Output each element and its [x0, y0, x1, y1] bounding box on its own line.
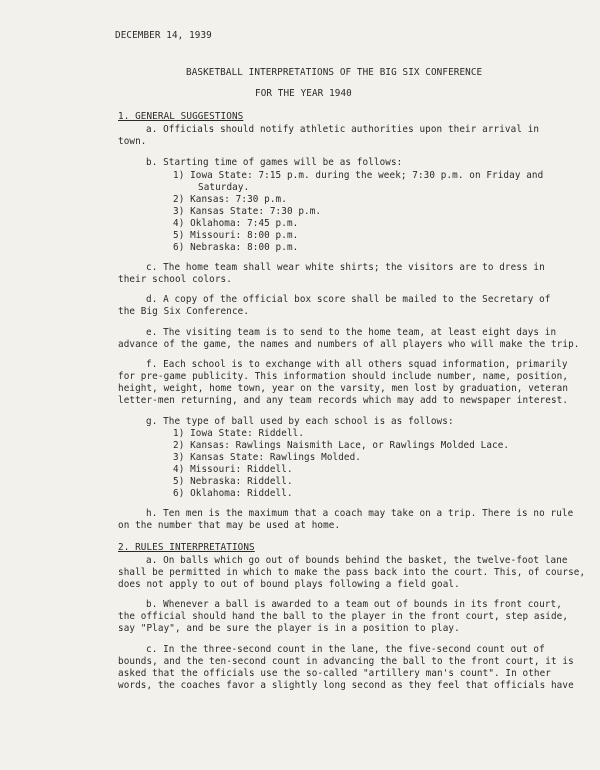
paragraph-1d-line-1: d. A copy of the official box score shall be mailed to the Secretary of [146, 294, 551, 305]
start-time-item: 6) Nebraska: 8:00 p.m. [173, 242, 299, 253]
start-time-item: 5) Missouri: 8:00 p.m. [173, 230, 299, 241]
paragraph-1f-line-3: height, weight, home town, year on the varsity, men lost by graduation, veteran [118, 383, 569, 394]
paragraph-2b-line-3: say "Play", and be sure the player is in a position to play. [118, 623, 460, 634]
paragraph-1b-intro: b. Starting time of games will be as follows: [146, 157, 403, 168]
paragraph-1a-line-1: a. Officials should notify athletic authorities upon their arrival in [146, 124, 540, 135]
paragraph-1h-line-2: on the number that may be used at home. [118, 520, 341, 531]
paragraph-1e-line-2: advance of the game, the names and numbers of all players who will make the trip. [118, 339, 580, 350]
paragraph-2c-line-3: asked that the officials use the so-called "artillery man's count". In other [118, 668, 551, 679]
paragraph-1f-line-4: letter-men returning, and any team records which may add to newspaper interest. [118, 395, 569, 406]
paragraph-2a-line-3: does not apply to out of bound plays following a field goal. [118, 579, 460, 590]
start-time-item: 3) Kansas State: 7:30 p.m. [173, 206, 322, 217]
paragraph-1c-line-1: c. The home team shall wear white shirts; the visitors are to dress in [146, 262, 545, 273]
ball-type-item: 5) Nebraska: Riddell. [173, 476, 293, 487]
section-1-heading: 1. GENERAL SUGGESTIONS [118, 111, 244, 122]
paragraph-2a-line-2: shall be permitted in which to make the pass back into the court. This, of course, [118, 567, 586, 578]
paragraph-1h-line-1: h. Ten men is the maximum that a coach may take on a trip. There is no rule [146, 508, 574, 519]
start-time-item: 2) Kansas: 7:30 p.m. [173, 194, 287, 205]
paragraph-2b-line-2: the official should hand the ball to the player in the front court, step aside, [118, 611, 569, 622]
paragraph-2c-line-4: words, the coaches favor a slightly long second as they feel that officials have [118, 680, 574, 691]
paragraph-2a-line-1: a. On balls which go out of bounds behind the basket, the twelve-foot lane [146, 555, 568, 566]
start-time-item: 1) Iowa State: 7:15 p.m. during the week; 7:30 p.m. on Friday and [173, 170, 544, 181]
ball-type-item: 1) Iowa State: Riddell. [173, 428, 305, 439]
paragraph-1c-line-2: their school colors. [118, 274, 232, 285]
document-date: DECEMBER 14, 1939 [115, 30, 212, 41]
ball-type-item: 3) Kansas State: Rawlings Molded. [173, 452, 362, 463]
ball-type-item: 2) Kansas: Rawlings Naismith Lace, or Rawlings Molded Lace. [173, 440, 510, 451]
paragraph-1g-intro: g. The type of ball used by each school is as follows: [146, 416, 454, 427]
document-subtitle: FOR THE YEAR 1940 [255, 88, 352, 99]
paragraph-2c-line-2: bounds, and the ten-second count in advancing the ball to the front court, it is [118, 656, 574, 667]
paragraph-1e-line-1: e. The visiting team is to send to the home team, at least eight days in [146, 327, 557, 338]
paragraph-1a-line-2: town. [118, 136, 147, 147]
start-time-item-continued: Saturday. [198, 182, 250, 193]
paragraph-2c-line-1: c. In the three-second count in the lane, the five-second count out of [146, 644, 545, 655]
ball-type-item: 4) Missouri: Riddell. [173, 464, 293, 475]
paragraph-1d-line-2: the Big Six Conference. [118, 306, 250, 317]
document-title: BASKETBALL INTERPRETATIONS OF THE BIG SIX CONFERENCE [186, 67, 483, 78]
paragraph-1f-line-2: for pre-game publicity. This information should include number, name, position, [118, 371, 569, 382]
ball-type-item: 6) Oklahoma: Riddell. [173, 488, 293, 499]
section-2-heading: 2. RULES INTERPRETATIONS [118, 542, 255, 553]
paragraph-2b-line-1: b. Whenever a ball is awarded to a team out of bounds in its front court, [146, 599, 562, 610]
paragraph-1f-line-1: f. Each school is to exchange with all others squad information, primarily [146, 359, 568, 370]
start-time-item: 4) Oklahoma: 7:45 p.m. [173, 218, 299, 229]
